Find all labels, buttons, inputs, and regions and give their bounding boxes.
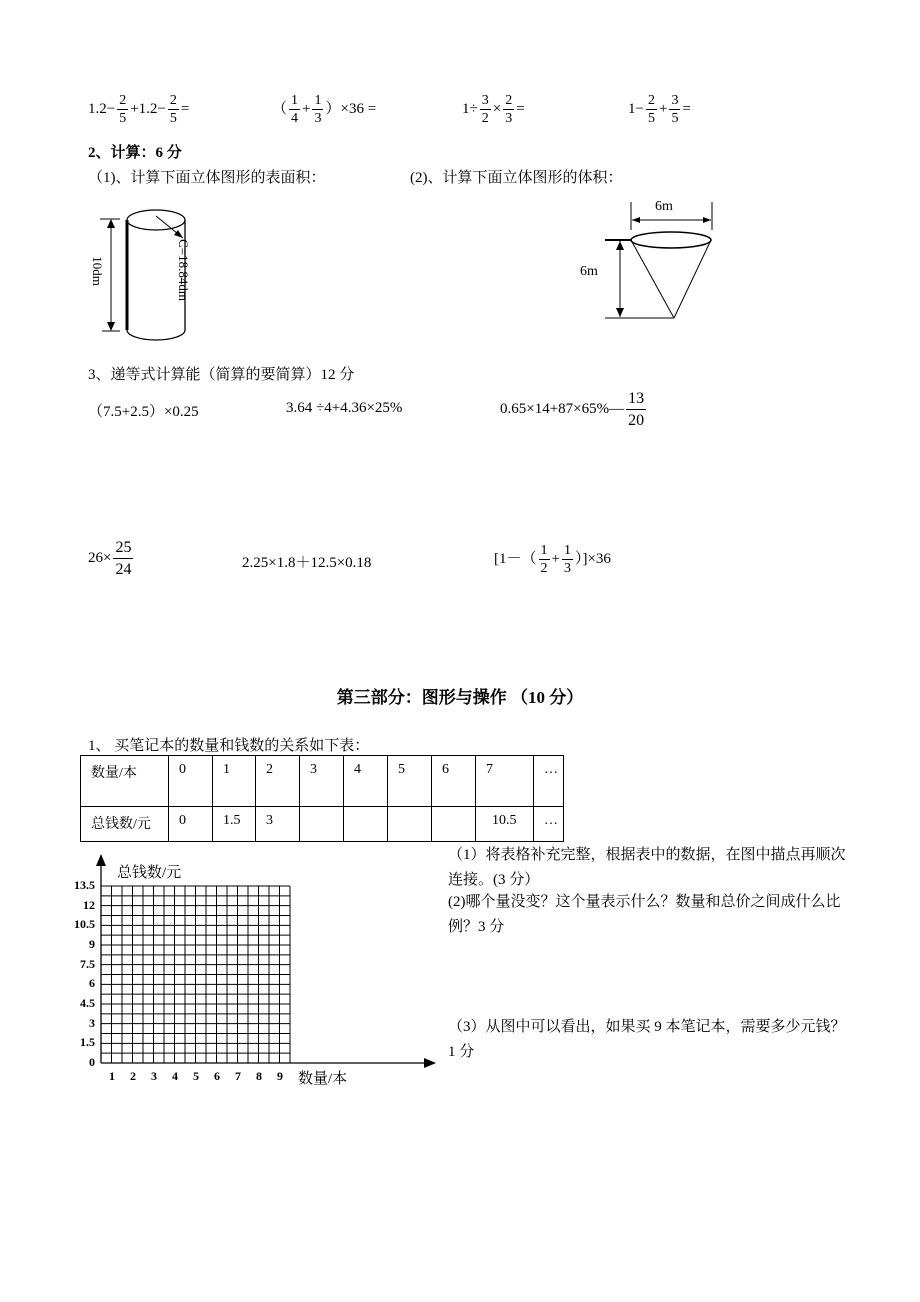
table-cell: 1.5 bbox=[213, 807, 256, 842]
table-header-total: 总钱数/元 bbox=[81, 807, 169, 842]
table-cell bbox=[388, 807, 432, 842]
calc-6: [1－（ $\frac{1}{2}$ + $\frac{1}{3}$ ）]×36 bbox=[494, 543, 611, 576]
y-tick-label: 10.5 bbox=[74, 917, 95, 932]
table-cell: 10.5 bbox=[476, 807, 534, 842]
y-tick-label: 7.5 bbox=[80, 956, 95, 971]
x-tick-label: 5 bbox=[193, 1069, 199, 1083]
y-tick-label: 9 bbox=[89, 937, 95, 951]
section2-q2: (2)、计算下面立体图形的体积： bbox=[410, 170, 623, 186]
table-cell: 3 bbox=[300, 756, 344, 807]
expr-4: 1− $\frac{2}{5}$ + $\frac{3}{5}$ = bbox=[628, 93, 691, 126]
table-cell: 5 bbox=[388, 756, 432, 807]
table-cell: … bbox=[534, 756, 564, 807]
table-cell bbox=[300, 807, 344, 842]
chart-y-label: 总钱数/元 bbox=[117, 865, 182, 881]
table-cell: 0 bbox=[169, 807, 213, 842]
y-tick-label: 4.5 bbox=[80, 996, 95, 1010]
y-tick-label: 3 bbox=[89, 1015, 95, 1030]
y-tick-label: 6 bbox=[89, 976, 95, 991]
price-table bbox=[80, 755, 564, 842]
x-tick-label: 9 bbox=[277, 1069, 283, 1083]
y-tick-label: 13.5 bbox=[74, 878, 95, 892]
table-cell: 7 bbox=[476, 756, 534, 807]
calc-1: （7.5+2.5）×0.25 bbox=[88, 404, 199, 420]
calc-5: 2.25×1.8＋12.5×0.18 bbox=[242, 555, 372, 571]
y-tick-label: 12 bbox=[83, 897, 95, 912]
table-cell: 2 bbox=[256, 756, 300, 807]
expr-3: 1÷ $\frac{3}{2}$ × $\frac{2}{3}$ = bbox=[462, 93, 525, 126]
part3-sub2: (2)哪个量没变？这个量表示什么？数量和总价之间成什么比例？3 分 bbox=[448, 894, 841, 935]
chart-x-label: 数量/本 bbox=[298, 1071, 348, 1087]
table-cell: 4 bbox=[344, 756, 388, 807]
calc-4: 26× $\frac{25}{24}$ bbox=[88, 539, 132, 578]
expr-2: （ $\frac{1}{4}$ + $\frac{1}{3}$ ）×36 = bbox=[272, 93, 377, 126]
y-tick-label: 0 bbox=[89, 1055, 95, 1069]
table-cell: 0 bbox=[169, 756, 213, 807]
cylinder-figure bbox=[90, 200, 210, 345]
x-axis-arrow bbox=[424, 1058, 436, 1068]
x-tick-label: 1 bbox=[109, 1069, 115, 1083]
table-cell: … bbox=[534, 807, 564, 842]
section3-title: 3、递等式计算能（简算的要简算）12 分 bbox=[88, 367, 355, 383]
calc-3: 0.65×14+87×65%— $\frac{13}{20}$ bbox=[500, 390, 645, 429]
table-cell: 6 bbox=[432, 756, 476, 807]
x-tick-label: 2 bbox=[130, 1069, 136, 1083]
cone-height-label: 6m bbox=[580, 264, 598, 279]
table-header-quantity: 数量/本 bbox=[81, 756, 169, 807]
x-tick-label: 8 bbox=[256, 1069, 262, 1083]
table-cell bbox=[432, 807, 476, 842]
part3-sub3: （3）从图中可以看出，如果买 9 本笔记本，需要多少元钱？1 分 bbox=[448, 1019, 846, 1060]
x-tick-label: 3 bbox=[151, 1069, 157, 1083]
table-cell bbox=[344, 807, 388, 842]
part3-q1-intro: 1、 买笔记本的数量和钱数的关系如下表： bbox=[88, 738, 370, 754]
x-tick-label: 4 bbox=[172, 1069, 178, 1083]
x-tick-label: 7 bbox=[235, 1069, 241, 1083]
section2-title: 2、计算：6 分 bbox=[88, 145, 182, 161]
part3-sub1: （1）将表格补充完整，根据表中的数据，在图中描点再顺次连接。(3 分） bbox=[448, 847, 846, 888]
cylinder-circumference-label: C=18.84dm bbox=[175, 239, 191, 301]
grid-lines bbox=[101, 886, 290, 1063]
y-axis-arrow bbox=[96, 854, 106, 866]
calc-2: 3.64 ÷4+4.36×25% bbox=[286, 400, 403, 416]
x-tick-label: 6 bbox=[214, 1069, 220, 1083]
table-cell: 3 bbox=[256, 807, 300, 842]
cylinder-height-label: 10dm bbox=[89, 256, 105, 286]
y-tick-label: 1.5 bbox=[80, 1035, 95, 1050]
part3-title: 第三部分：图形与操作 （10 分） bbox=[336, 688, 584, 707]
cone-diameter-label: 6m bbox=[655, 199, 673, 214]
table-cell: 1 bbox=[213, 756, 256, 807]
expr-1: 1.2− $\frac{2}{5}$ +1.2− $\frac{2}{5}$ = bbox=[88, 93, 190, 126]
section2-q1: （1)、计算下面立体图形的表面积： bbox=[88, 170, 326, 186]
